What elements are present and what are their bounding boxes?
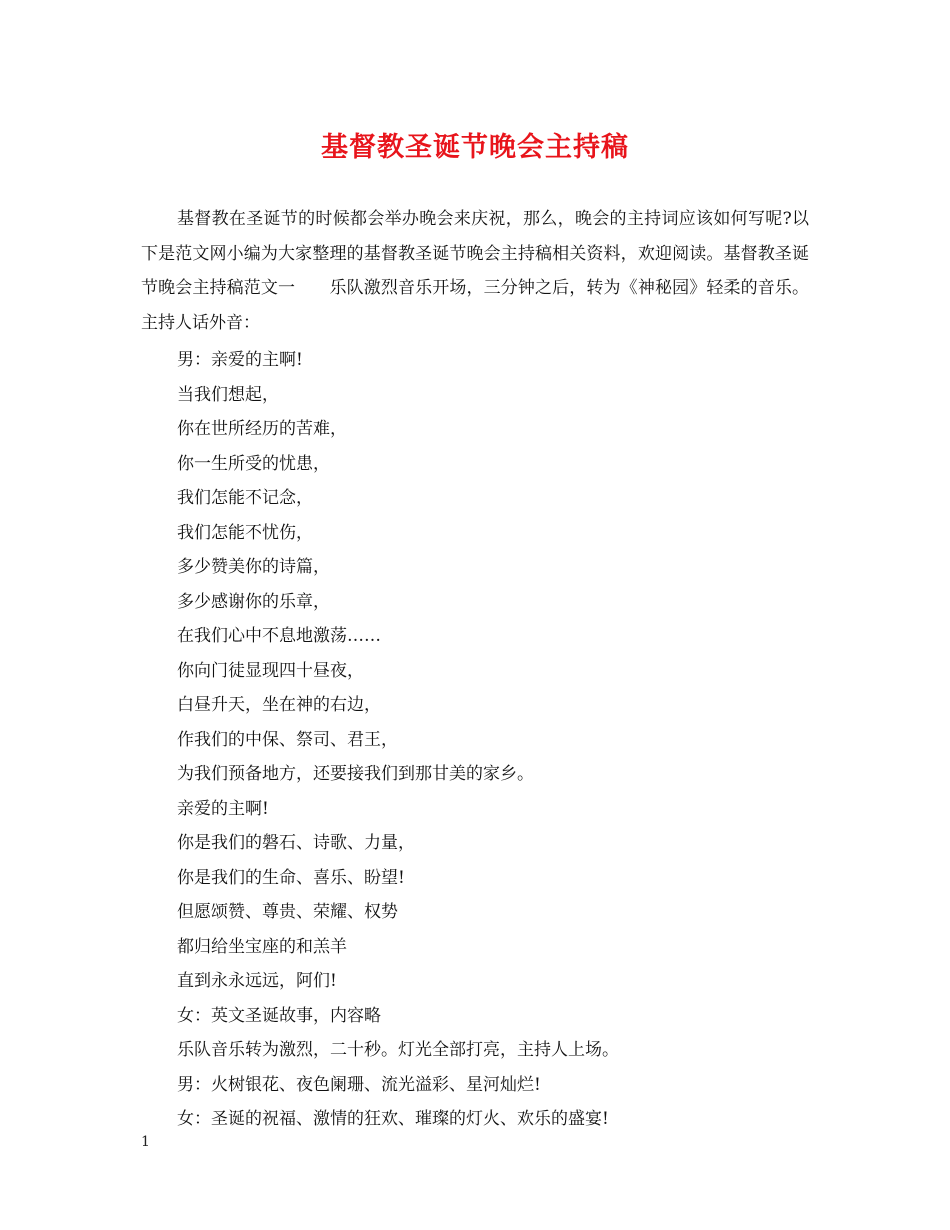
script-lines (177, 343, 807, 1137)
script-line: 我们怎能不忧伤， (177, 522, 313, 543)
script-line: 你向门徒显现四十昼夜， (177, 660, 364, 681)
script-line: 女：圣诞的祝福、激情的狂欢、璀璨的灯火、欢乐的盛宴! (177, 1109, 609, 1129)
script-line: 都归给坐宝座的和羔羊 (177, 936, 347, 957)
intro-text: 基督教在圣诞节的时候都会举办晚会来庆祝，那么，晚会的主持词应该如何写呢?以下是范文网小编为大家整理的基督教圣诞节晚会主持稿相关资料，欢迎阅读。基督教圣诞节晚会主持稿范文一 乐队激烈音乐开场，三分钟之后，转为《神秘园》轻柔的音乐。主持人话外音： (141, 209, 809, 333)
script-line: 男：亲爱的主啊! (177, 350, 303, 370)
page-number: 1 (141, 1134, 150, 1150)
script-line: 你一生所受的忧患， (177, 453, 330, 474)
script-line: 我们怎能不记念， (177, 488, 313, 508)
document-title: 基督教圣诞节晚会主持稿 (321, 132, 629, 163)
script-line: 直到永永远远，阿们! (177, 971, 337, 991)
script-line: 白昼升天，坐在神的右边， (177, 695, 381, 715)
script-line: 但愿颂赞、尊贵、荣耀、权势 (177, 902, 398, 922)
script-line: 男：火树银花、夜色阑珊、流光溢彩、星河灿烂! (177, 1074, 541, 1095)
script-line: 乐队音乐转为激烈，二十秒。灯光全部打亮，主持人上场。 (177, 1040, 619, 1060)
script-line: 为我们预备地方，还要接我们到那甘美的家乡。 (177, 764, 534, 784)
script-line: 当我们想起， (177, 384, 279, 405)
intro-paragraph (141, 202, 809, 340)
script-line: 你是我们的磐石、诗歌、力量， (177, 833, 415, 853)
script-line: 在我们心中不息地激荡…… (177, 626, 381, 646)
script-line: 多少感谢你的乐章， (177, 591, 330, 612)
script-line: 多少赞美你的诗篇， (177, 557, 330, 577)
script-line: 女：英文圣诞故事，内容略 (177, 1005, 381, 1026)
script-line: 亲爱的主啊! (177, 798, 269, 819)
script-line: 你是我们的生命、喜乐、盼望! (177, 867, 405, 888)
script-line: 你在世所经历的苦难， (177, 419, 347, 439)
script-line: 作我们的中保、祭司、君王， (177, 729, 398, 750)
